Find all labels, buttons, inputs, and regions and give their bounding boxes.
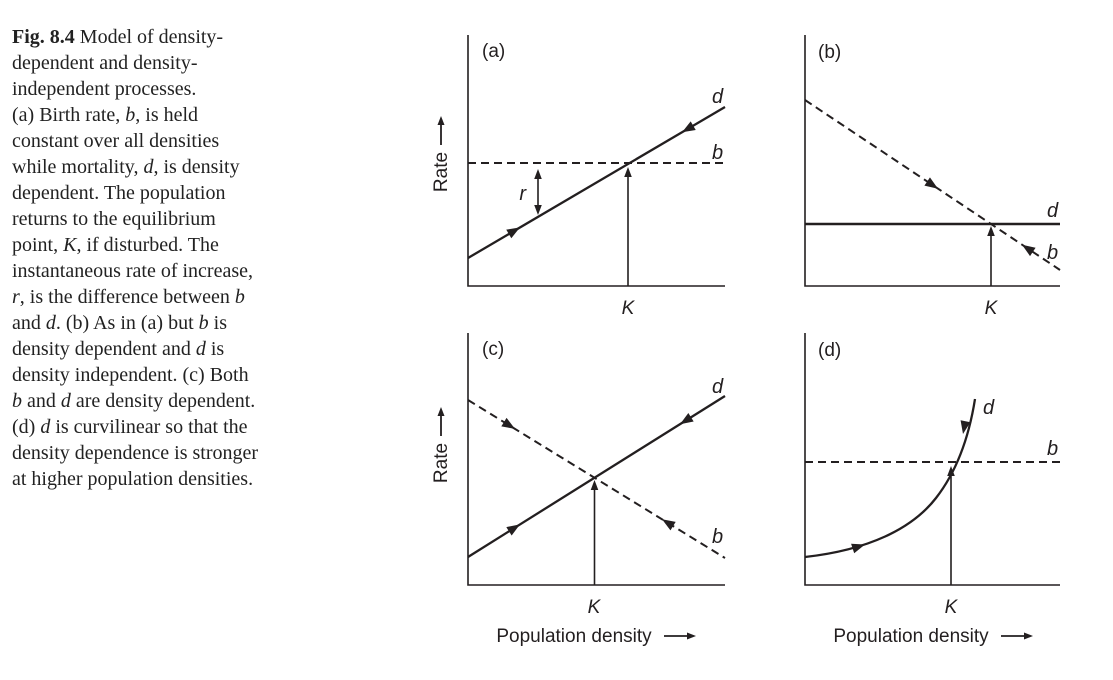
panel-label: (d) [818,340,842,361]
r-arrowhead-down [534,205,542,215]
caption-text-segment: K [63,234,77,256]
caption-line [12,76,412,102]
rate-axis-label: Rate [431,442,452,484]
r-label: r [519,183,526,205]
rate-axis-label: Rate [431,151,452,193]
flow-arrowhead [677,413,693,428]
caption-text-segment: (a) Birth rate, [12,104,126,126]
caption-line [12,232,412,258]
axes [468,35,725,286]
population-density-label: Population density [496,626,652,647]
x-axis-title [833,626,1033,647]
flow-arrowhead [659,515,675,530]
caption-text-segment: density independent. (c) Both [12,364,249,386]
caption-line [12,180,412,206]
equilibrium-arrowhead [591,480,599,490]
panel-c [420,315,740,680]
panel-d [760,315,1113,680]
b-label: b [1047,242,1059,264]
caption-text-segment: density dependent and [12,338,196,360]
rate-axis-arrowhead [438,116,445,125]
k-label: K [621,298,635,319]
panel-a [420,20,740,320]
x-axis-title-arrowhead [1024,633,1033,640]
caption-line [12,154,412,180]
caption-text-segment: independent processes. [12,78,197,100]
caption-line [12,310,412,336]
k-label: K [587,597,601,618]
flow-arrowhead [924,177,940,193]
b-label: b [712,142,724,164]
flow-arrowhead [679,121,695,136]
caption-text-segment: constant over all densities [12,130,220,152]
caption-text-segment: dependent. The population [12,182,226,204]
caption-line [12,102,412,128]
caption-line [12,466,412,492]
axes [468,333,725,585]
panel-label: (c) [482,339,505,360]
r-arrowhead-up [534,169,542,179]
rate-axis [431,116,452,192]
caption-line [12,206,412,232]
caption-line [12,362,412,388]
caption-text-segment: b [125,104,136,126]
caption-text-segment: d [40,416,51,438]
caption-text-segment: b [234,286,245,308]
caption-line [12,336,412,362]
caption-text-segment: and [12,312,46,334]
caption-line [12,24,412,50]
b-label: b [712,526,724,548]
caption-line [12,50,412,76]
mortality-curve [805,399,975,557]
flow-arrowhead [506,223,522,238]
caption-text-segment: . (b) As in (a) but [55,312,199,334]
d-label: d [712,86,724,108]
caption-text-segment: returns to the equilibrium [12,208,216,230]
caption-text-segment: d [143,156,154,178]
d-label: d [712,376,724,398]
caption-text-segment: (d) [12,416,41,438]
caption-text-segment: while mortality, [12,156,144,178]
caption-text-segment: are density dependent. [70,390,256,412]
axes [805,333,1060,585]
caption-line [12,414,412,440]
flow-arrowhead [506,520,522,535]
caption-text-segment: instantaneous rate of increase, [12,260,254,282]
caption-text-segment: r [12,286,20,308]
caption-text-segment: is [205,338,225,360]
caption-text-segment: , if disturbed. The [76,234,219,256]
caption-line [12,440,412,466]
equilibrium-arrowhead [624,167,632,177]
equilibrium-arrowhead [987,226,995,236]
axes [805,35,1060,286]
population-density-label: Population density [833,626,989,647]
panel-label: (a) [482,41,506,62]
panel-b [760,20,1113,320]
caption-text-segment: b [198,312,209,334]
caption-text-segment: at higher population densities. [12,468,254,490]
caption-text-segment: , is held [135,104,199,126]
caption-text-segment: d [45,312,56,334]
caption-text-segment: is [208,312,227,334]
figure-caption [12,24,412,492]
k-label: K [984,298,998,319]
caption-text-segment: , is the difference between [19,286,235,308]
caption-text-segment: b [12,390,22,412]
flow-arrowhead [501,418,517,433]
rate-axis-arrowhead [438,407,445,416]
d-label: d [983,397,995,419]
caption-line [12,128,412,154]
rate-axis [431,407,452,483]
caption-text-segment: dependent and density- [12,52,198,74]
caption-text-segment: d [60,390,71,412]
flow-arrowhead [851,540,866,554]
k-label: K [944,597,958,618]
b-label: b [1047,438,1059,460]
caption-text-segment: , is density [153,156,240,178]
caption-text-segment: is curvilinear so that the [50,416,248,438]
x-axis-title-arrowhead [687,633,696,640]
caption-line [12,284,412,310]
d-label: d [1047,200,1059,222]
caption-text-segment: Model of density- [79,26,224,48]
caption-text-segment: point, [12,234,64,256]
caption-text-segment: and [22,390,61,412]
caption-text-segment: Fig. 8.4 [12,26,75,48]
caption-text-segment: density dependence is stronger [12,442,259,464]
flow-arrowhead [1019,241,1035,257]
x-axis-title [496,626,696,647]
caption-line [12,258,412,284]
caption-line [12,388,412,414]
caption-text-segment: d [195,338,206,360]
panel-label: (b) [818,42,842,63]
